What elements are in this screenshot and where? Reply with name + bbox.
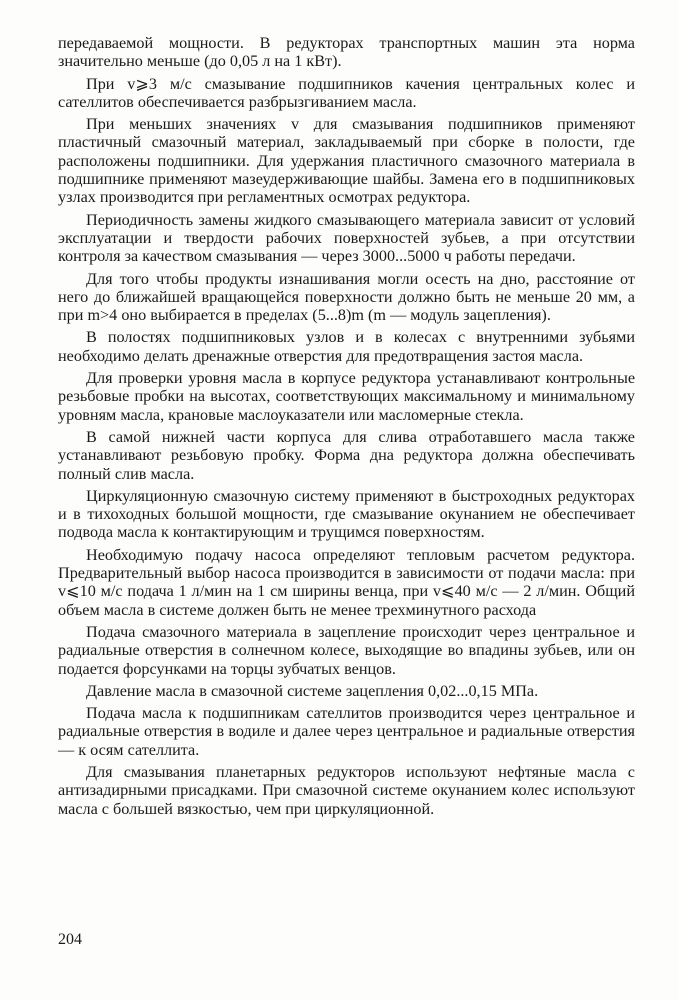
paragraph-14: Для смазывания планетарных редукторов используют нефтяные масла с антизадирными присадками. При смазочной системе окунанием колес используют масла с большей вязкостью, чем при циркуляционной.	[58, 762, 635, 818]
paragraph-3: При меньших значениях v для смазывания подшипников применяют пластичный смазочный материал, закладываемый при сборке в полости, где расположены подшипники. Для удержания пластичного смазочного материала в подшипнике применяют мазеудерживающие шайбы. Замена его в подшипниковых узлах производится при регламентных осмотрах редуктора.	[58, 115, 635, 207]
paragraph-6: В полостях подшипниковых узлов и в колесах с внутренними зубьями необходимо делать дренажные отверстия для предотвращения застоя масла.	[58, 328, 635, 365]
body-text	[58, 34, 635, 822]
paragraph-2: При v⩾3 м/с смазывание подшипников качения центральных колес и сателлитов обеспечивается разбрызгиванием масла.	[58, 74, 635, 111]
paragraph-1: передаваемой мощности. В редукторах транспортных машин эта норма значительно меньше (до 0,05 л на 1 кВт).	[58, 34, 635, 71]
paragraph-5: Для того чтобы продукты изнашивания могли осесть на дно, расстояние от него до ближайшей вращающейся поверхности должно быть не меньше 20 мм, а при m>4 оно выбирается в пределах (5...8)m (m — модуль зацепления).	[58, 269, 635, 325]
paragraph-7: Для проверки уровня масла в корпусе редуктора устанавливают контрольные резьбовые пробки на высотах, соответствующих максимальному и минимальному уровням масла, крановые маслоуказатели или масломерные стекла.	[58, 369, 635, 424]
paragraph-9: Циркуляционную смазочную систему применяют в быстроходных редукторах и в тихоходных большой мощности, где смазывание окунанием не обеспечивает подвода масла к контактирующим и трущимся поверхностям.	[58, 486, 635, 542]
paragraph-8: В самой нижней части корпуса для слива отработавшего масла также устанавливают резьбовую пробку. Форма дна редуктора должна обеспечивать полный слив масла.	[58, 427, 635, 483]
paragraph-13: Подача масла к подшипникам сателлитов производится через центральное и радиальные отверстия в водиле и далее через центральное и радиальные отверстия — к осям сателлита.	[58, 704, 635, 759]
paragraph-12: Давление масла в смазочной системе зацепления 0,02...0,15 МПа.	[86, 681, 539, 700]
paragraph-10: Необходимую подачу насоса определяют тепловым расчетом редуктора. Предварительный выбор насоса производится в зависимости от подачи масла: при v⩽10 м/с подача 1 л/мин на 1 см ширины венца, при v⩽40 м/с — 2 л/мин. Общий объем масла в системе должен быть не менее трехминутного расхода	[58, 545, 635, 619]
page-number: 204	[58, 931, 82, 948]
paragraph-4: Периодичность замены жидкого смазывающего материала зависит от условий эксплуатации и твердости рабочих поверхностей зубьев, а при отсутствии контроля за качеством смазывания — через 3000...5000 ч работы передачи.	[58, 210, 635, 266]
paragraph-11: Подача смазочного материала в зацепление происходит через центральное и радиальные отверстия в солнечном колесе, выходящие во впадины зубьев, или он подается форсунками на торцы зубчатых венцов.	[58, 622, 635, 678]
